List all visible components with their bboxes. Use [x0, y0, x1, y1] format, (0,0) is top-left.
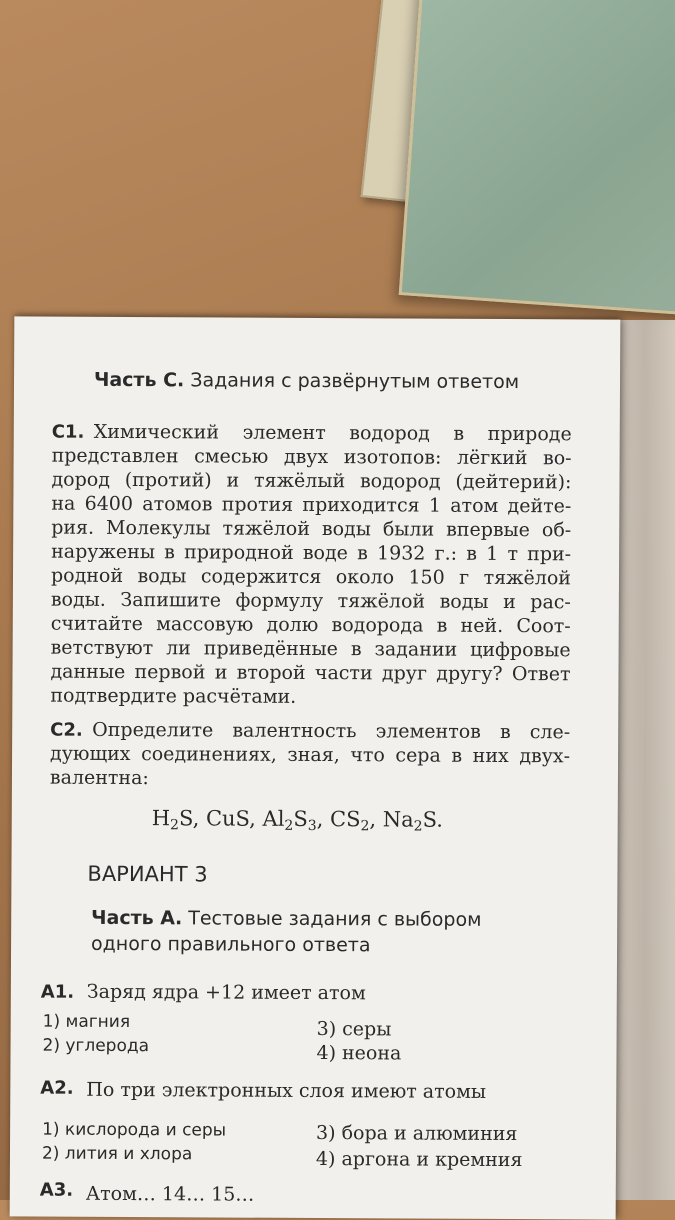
section-c-title [94, 369, 519, 394]
variant-heading: ВАРИАНТ 3 [87, 861, 208, 887]
task-c1-line: родной воды содержится около 150 г тяжёлой [50, 564, 572, 590]
task-c1-line: наружены в природной воде в 1932 г.: в 1 т при- [51, 540, 572, 566]
a1-option-3: 3) серы [316, 1018, 392, 1041]
a1-option-1: 1) магния [42, 1011, 131, 1033]
task-c1-line: считайте массовую долю водорода в ней. Соот- [50, 612, 571, 638]
task-c1-line: ветствуют ли приведённые в задании цифровые [50, 636, 571, 662]
formula-al2s3: $Al_2S_3$ [262, 806, 317, 835]
section-c-label: Часть С. [93, 368, 185, 392]
task-a3-number: А3. [39, 1179, 74, 1201]
task-c2-number: С2. [50, 719, 83, 741]
a1-option-2: 2) углерода [42, 1035, 150, 1057]
task-c1-line: представлен смесью двух изотопов: лёгкий во- [51, 444, 572, 470]
section-a-label: Часть А. [91, 906, 183, 930]
task-c1-line: воды. Запишите формулу тяжёлой воды и рас- [50, 588, 571, 614]
task-a2-number: А2. [40, 1077, 74, 1099]
task-c1-line: рия. Молекулы тяжёлой воды были впервые об- [51, 516, 572, 542]
a1-option-4: 4) неона [316, 1042, 402, 1065]
a2-option-1: 1) кислорода и серы [42, 1119, 227, 1141]
formula-h2s: $H_2S$ [151, 806, 193, 834]
task-c1-line: дород (протий) и тяжёлый водород (дейтерий): [51, 468, 572, 494]
formula-cs2: $CS_2$ [329, 807, 370, 835]
formula-list: $H_2S$, CuS, $Al_2S_3$, $CS_2$, $Na_2S$. [151, 806, 444, 835]
task-c1-line: данные первой и второй части друг другу? Ответ [50, 660, 571, 686]
section-a-subtitle: Тестовые задания с выбором [188, 907, 482, 931]
task-c1-line: на 6400 атомов протия приходится 1 атом дейте- [51, 492, 572, 518]
task-c1-number: С1. [51, 421, 85, 443]
task-a2-question: По три электронных слоя имеют атомы [86, 1078, 487, 1103]
textbook-page [10, 316, 621, 1219]
formula-na2s: $Na_2S$ [382, 807, 437, 835]
task-a3-question-partial: Атом… 14… 15… [85, 1182, 255, 1206]
section-c-subtitle: Задания с развёрнутым ответом [190, 369, 520, 394]
section-a-subtitle-line2: одного правильного ответа [91, 932, 371, 957]
task-a1-number: А1. [40, 981, 75, 1003]
task-c1-line: подтвердите расчётами. [50, 684, 297, 708]
task-c2-line: валентна: [49, 766, 149, 790]
formula-cus: CuS [205, 806, 250, 831]
task-c2-line: Определите валентность элементов в сле- [92, 718, 571, 744]
a2-option-2: 2) лития и хлора [41, 1143, 193, 1165]
task-c1-line: Химический элемент водород в природе [93, 420, 572, 446]
task-a1-question: Заряд ядра +12 имеет атом [86, 980, 366, 1005]
a2-option-3: 3) бора и алюминия [316, 1122, 518, 1146]
a2-option-4: 4) аргона и кремния [315, 1148, 523, 1172]
task-c2-line: дующих соединениях, зная, что сера в них двух- [50, 742, 571, 768]
section-a-title [91, 907, 481, 932]
background-green-book [399, 0, 675, 316]
